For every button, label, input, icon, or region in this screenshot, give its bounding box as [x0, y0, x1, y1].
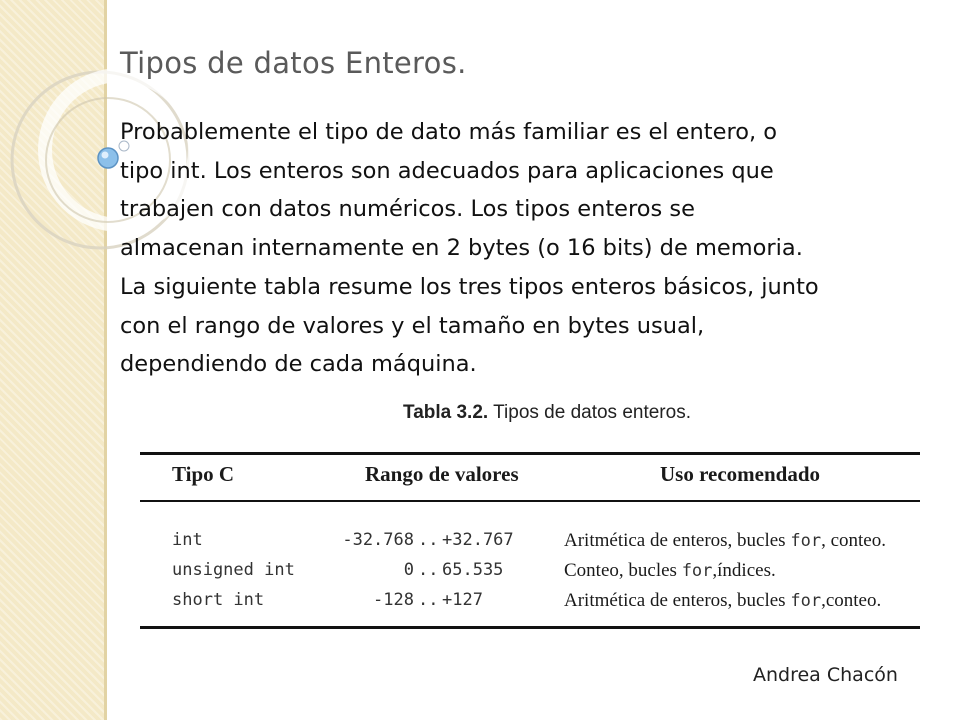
cell-range-sep: .. [418, 530, 439, 550]
cell-type: int [172, 530, 203, 550]
table-header-rule [140, 500, 920, 502]
body-line: almacenan internamente en 2 bytes (o 16 bits) de memoria. [120, 235, 803, 262]
cell-use [564, 530, 886, 552]
cell-range-min: -32.768 [342, 530, 414, 550]
table-caption-text: Tipos de datos enteros. [493, 402, 691, 423]
cell-use-text: Aritmética de enteros, bucles [564, 530, 791, 551]
cell-range-min: -128 [373, 590, 414, 610]
body-paragraph [120, 113, 930, 384]
cell-range-min: 0 [403, 560, 414, 580]
data-types-table [140, 398, 920, 630]
cell-type: unsigned int [172, 560, 295, 580]
cell-range-max: 65.535 [442, 560, 504, 580]
cell-range-sep: .. [418, 560, 439, 580]
bullet-dot-icon [98, 148, 118, 168]
cell-use [564, 560, 776, 582]
body-line: La siguiente tabla resume los tres tipos enteros básicos, junto [120, 273, 819, 300]
table-caption [403, 402, 691, 424]
cell-use-text: Aritmética de enteros, bucles [564, 590, 791, 611]
cell-use-keyword: for [681, 561, 713, 581]
table-row [140, 560, 920, 588]
cell-use-text-end: ,conteo. [821, 590, 882, 611]
header-tipo: Tipo C [172, 462, 235, 486]
author-name: Andrea Chacón [753, 664, 898, 686]
body-line: dependiendo de cada máquina. [120, 351, 477, 378]
cell-range-sep: .. [418, 590, 439, 610]
cell-use [564, 590, 881, 612]
cell-use-keyword: for [790, 591, 822, 611]
body-line: trabajen con datos numéricos. Los tipos enteros se [120, 196, 695, 223]
table-row [140, 530, 920, 558]
header-uso: Uso recomendado [660, 462, 821, 486]
body-line: Probablemente el tipo de dato más familiar es el entero, o [120, 119, 778, 145]
cell-range-max: +32.767 [442, 530, 514, 550]
table-top-rule [140, 452, 920, 455]
cell-range-max: +127 [442, 590, 483, 610]
table-bottom-rule [140, 626, 920, 629]
cell-use-text-end: , conteo. [821, 530, 886, 551]
cell-use-text: Conteo, bucles [564, 560, 682, 581]
header-rango: Rango de valores [365, 462, 519, 486]
cell-type: short int [172, 590, 265, 610]
table-row [140, 590, 920, 618]
cell-use-keyword: for [790, 531, 822, 551]
body-line: tipo int. Los enteros son adecuados para aplicaciones que [120, 157, 774, 184]
body-line: con el rango de valores y el tamaño en bytes usual, [120, 312, 705, 339]
table-caption-number: Tabla 3.2. [403, 402, 489, 423]
cell-use-text-end: ,índices. [712, 560, 776, 581]
slide-title: Tipos de datos Enteros. [120, 46, 467, 80]
